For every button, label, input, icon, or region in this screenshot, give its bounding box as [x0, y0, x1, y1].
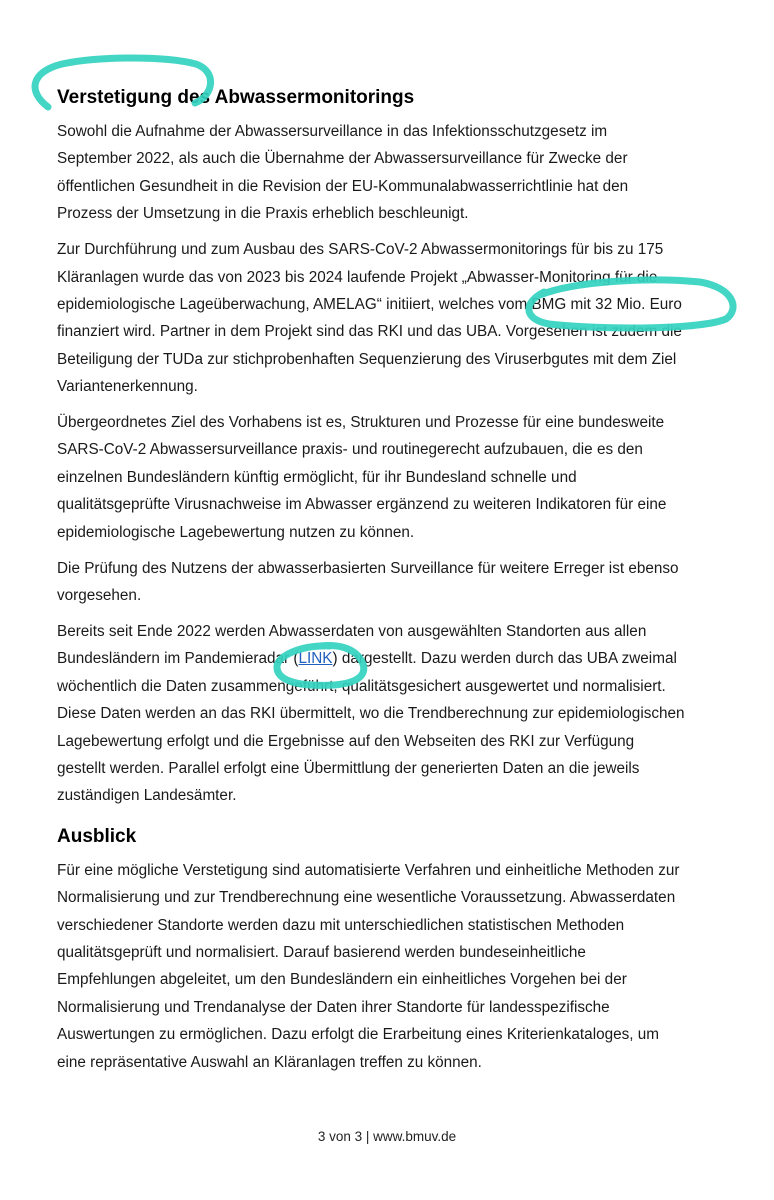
- section-heading-verstetigung: Verstetigung des Abwassermonitorings: [57, 87, 415, 108]
- text-line: Normalisierung und Trendanalyse der Daten ihrer Standorte für landesspezifische: [57, 998, 610, 1016]
- text-line: Auswertungen zu ermöglichen. Dazu erfolgt die Erarbeitung eines Kriterienkataloges, um: [57, 1026, 660, 1044]
- text-line: Für eine mögliche Verstetigung sind automatisierte Verfahren und einheitliche Methoden zur: [57, 861, 680, 879]
- text-line: einzelnen Bundesländern künftig ermöglicht, für ihr Bundesland schnelle und: [57, 468, 577, 486]
- text-line: Beteiligung der TUDa zur stichprobenhaften Sequenzierung des Viruserbgutes mit dem Ziel: [57, 350, 677, 368]
- text-line: öffentlichen Gesundheit in die Revision der EU-Kommunalabwasserrichtlinie hat den: [57, 177, 629, 195]
- text-line: Bundesländern im Pandemieradar (: [57, 650, 299, 668]
- text-line: Prozess der Umsetzung in die Praxis erheblich beschleunigt.: [57, 205, 469, 223]
- text-line: verschiedener Standorte werden dazu mit unterschiedlichen statistischen Methoden: [57, 916, 625, 934]
- paragraph-amelag: [57, 236, 717, 400]
- text-line: zuständigen Landesämter.: [57, 787, 237, 805]
- text-line: Variantenerkennung.: [57, 378, 198, 396]
- text-line: eine repräsentative Auswahl an Kläranlagen treffen zu können.: [57, 1053, 482, 1071]
- text-line: epidemiologische Lageüberwachung, AMELAG“ initiiert, welches vom BMG mit 32 Mio. Euro: [57, 295, 682, 313]
- text-line: Normalisierung und zur Trendberechnung eine wesentliche Voraussetzung. Abwasserdaten: [57, 889, 676, 907]
- paragraph-ausblick: [57, 857, 717, 1076]
- pandemieradar-link[interactable]: LINK: [298, 650, 333, 668]
- text-line: finanziert wird. Partner in dem Projekt sind das RKI und das UBA. Vorgesehen ist zudem die: [57, 323, 682, 341]
- text-line: Lagebewertung erfolgt und die Ergebnisse auf den Webseiten des RKI zur Verfügung: [57, 732, 635, 750]
- text-line: epidemiologische Lagebewertung nutzen zu können.: [57, 523, 415, 541]
- text-line: qualitätsgeprüft und normalisiert. Darauf basierend werden bundeseinheitliche: [57, 943, 586, 961]
- section-heading-ausblick: Ausblick: [57, 825, 137, 847]
- paragraph-pruefung: [57, 555, 717, 610]
- text-line: Übergeordnetes Ziel des Vorhabens ist es, Strukturen und Prozesse für eine bundesweite: [57, 414, 665, 432]
- paragraph-pandemieradar: [57, 618, 717, 810]
- text-line: ) dargestellt. Dazu werden durch das UBA zweimal: [332, 650, 677, 668]
- paragraph-ziel: [57, 409, 717, 546]
- text-line: September 2022, als auch die Übernahme der Abwassersurveillance für Zwecke der: [57, 150, 628, 168]
- text-line: Zur Durchführung und zum Ausbau des SARS-CoV-2 Abwassermonitorings für bis zu 175: [57, 241, 664, 259]
- text-line: SARS-CoV-2 Abwassersurveillance praxis- und routinegerecht aufzubauen, die es den: [57, 441, 643, 459]
- text-line: Sowohl die Aufnahme der Abwassersurveillance in das Infektionsschutzgesetz im: [57, 123, 608, 140]
- text-line: gestellt werden. Parallel erfolgt eine Übermittlung der generierten Daten an die jeweils: [57, 759, 640, 777]
- paragraph-ifsg: [57, 118, 717, 228]
- text-line: wöchentlich die Daten zusammengeführt, qualitätsgesichert ausgewertet und normalisiert.: [57, 677, 666, 695]
- text-line: qualitätsgeprüfte Virusnachweise im Abwasser ergänzend zu weiteren Indikatoren für eine: [57, 496, 667, 514]
- text-line: vorgesehen.: [57, 587, 142, 604]
- text-line: Bereits seit Ende 2022 werden Abwasserdaten von ausgewählten Standorten aus allen: [57, 622, 647, 640]
- text-line: Die Prüfung des Nutzens der abwasserbasierten Surveillance für weitere Erreger ist ebenso: [57, 559, 679, 577]
- page-footer: 3 von 3 | www.bmuv.de: [317, 1129, 457, 1144]
- text-line: Kläranlagen wurde das von 2023 bis 2024 laufende Projekt „Abwasser-Monitoring für die: [57, 268, 658, 286]
- document-page: [57, 85, 717, 1085]
- text-line: Diese Daten werden an das RKI übermittelt, wo die Trendberechnung zur epidemiologischen: [57, 705, 685, 723]
- text-line: Empfehlungen abgeleitet, um den Bundesländern ein einheitliches Vorgehen bei der: [57, 971, 627, 989]
